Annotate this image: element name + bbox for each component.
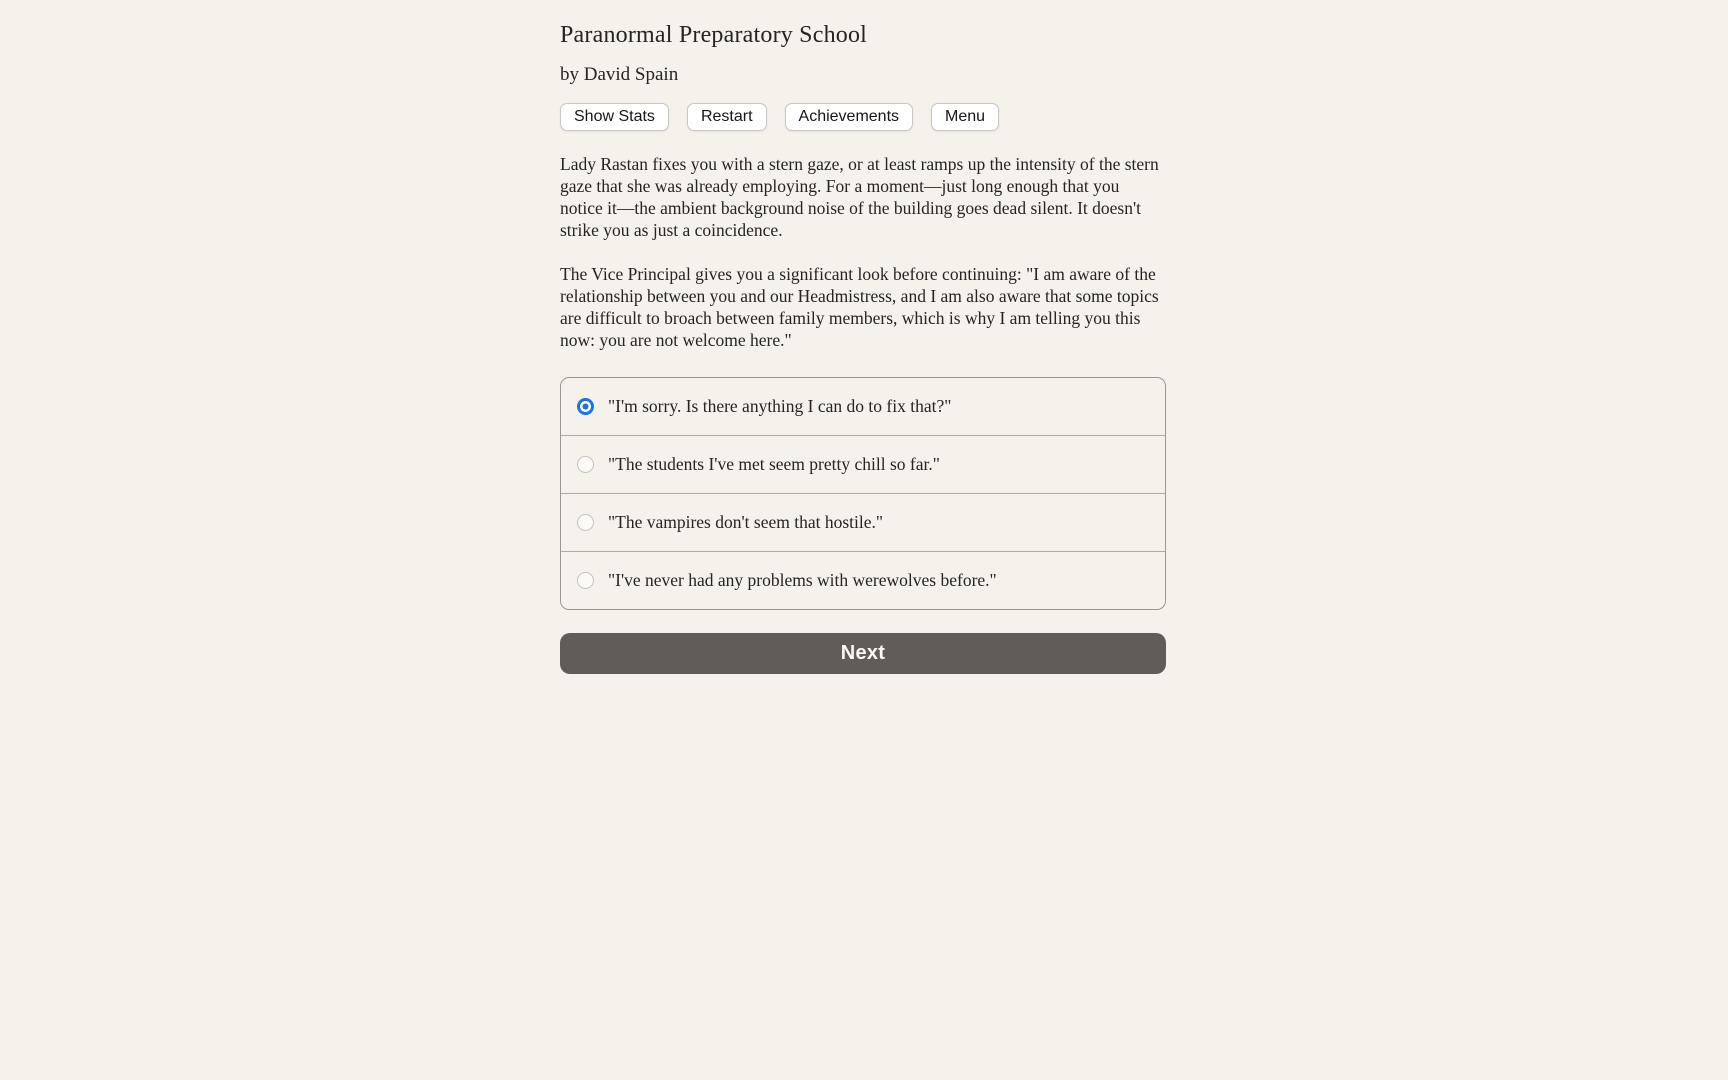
- choice-option-4[interactable]: [561, 551, 1165, 609]
- author-byline: by David Spain: [560, 64, 679, 85]
- radio-button-icon[interactable]: [577, 398, 594, 415]
- choice-list: [560, 377, 1166, 610]
- next-button[interactable]: Next: [560, 633, 1166, 674]
- radio-button-icon[interactable]: [577, 514, 594, 531]
- achievements-button[interactable]: Achievements: [785, 103, 914, 131]
- choice-label: "I'm sorry. Is there anything I can do to fix that?": [608, 396, 952, 417]
- choice-label: "The students I've met seem pretty chill so far.": [608, 454, 940, 475]
- choice-option-1[interactable]: [561, 378, 1165, 435]
- story-column: [560, 0, 1166, 674]
- show-stats-button[interactable]: Show Stats: [560, 103, 669, 131]
- choice-label: "The vampires don't seem that hostile.": [608, 512, 884, 533]
- choice-option-2[interactable]: [561, 435, 1165, 493]
- choice-label: "I've never had any problems with werewolves before.": [608, 570, 997, 591]
- radio-button-icon[interactable]: [577, 572, 594, 589]
- restart-button[interactable]: Restart: [687, 103, 767, 131]
- story-paragraph-2: The Vice Principal gives you a significant look before continuing: "I am aware of the relationship between you and our Headmistress, and I am also aware that some topics are difficult to broach between family members, which is why I am telling you this now: you are not welcome here.": [560, 264, 1159, 351]
- game-title: Paranormal Preparatory School: [560, 22, 868, 48]
- toolbar: [560, 103, 1166, 131]
- radio-button-icon[interactable]: [577, 456, 594, 473]
- choice-option-3[interactable]: [561, 493, 1165, 551]
- story-paragraph-1: Lady Rastan fixes you with a stern gaze, or at least ramps up the intensity of the stern gaze that she was already employing. For a moment—just long enough that you notice it—the ambient background noise of the building goes dead silent. It doesn't strike you as just a coincidence.: [560, 154, 1159, 241]
- menu-button[interactable]: Menu: [931, 103, 999, 131]
